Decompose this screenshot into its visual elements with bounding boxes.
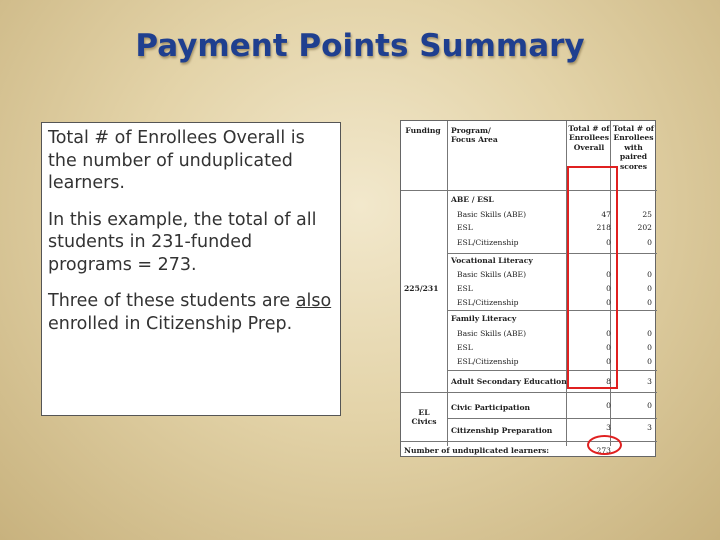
program-cell: Basic Skills (ABE) (457, 270, 527, 279)
overall-cell: 0 (606, 238, 611, 247)
section-heading: ABE / ESL (451, 195, 494, 204)
header-funding: Funding (405, 126, 441, 135)
paired-cell: 0 (647, 238, 652, 247)
overall-cell: 218 (596, 223, 611, 232)
header-total-overall: Total # of Enrollees Overall (568, 124, 610, 152)
paired-cell: 202 (637, 223, 652, 232)
paired-cell: 0 (647, 298, 652, 307)
table-divider (447, 418, 657, 419)
overall-cell: 0 (606, 343, 611, 352)
paired-cell: 0 (647, 284, 652, 293)
table-divider (447, 310, 657, 311)
explanation-textbox (41, 122, 341, 416)
overall-cell: 0 (606, 329, 611, 338)
program-cell: ESL/Citizenship (457, 357, 519, 366)
program-cell: Civic Participation (451, 403, 531, 412)
header-total-paired: Total # of Enrollees with paired scores (612, 124, 655, 171)
paragraph-total-definition: Total # of Enrollees Overall is the number of unduplicated learners. (48, 128, 305, 193)
section-heading: Vocational Literacy (451, 256, 533, 265)
paired-cell: 3 (647, 377, 652, 386)
overall-cell: 8 (606, 377, 611, 386)
overall-cell: 0 (606, 401, 611, 410)
highlight-rectangle (567, 166, 618, 389)
program-cell: Basic Skills (ABE) (457, 329, 527, 338)
paired-cell: 0 (647, 357, 652, 366)
paired-cell: 25 (642, 210, 652, 219)
overall-cell: 47 (601, 210, 611, 219)
section-heading: Family Literacy (451, 314, 517, 323)
program-cell: ESL/Citizenship (457, 298, 519, 307)
underlined-also: also (295, 291, 332, 311)
table-divider (447, 370, 657, 371)
footer-total: 273 (596, 446, 611, 455)
program-cell: ESL/Citizenship (457, 238, 519, 247)
overall-cell: 3 (606, 423, 611, 432)
paired-cell: 3 (647, 423, 652, 432)
highlight-circle (587, 435, 622, 455)
paired-cell: 0 (647, 343, 652, 352)
program-cell: Basic Skills (ABE) (457, 210, 527, 219)
paragraph-citizenship-note: Three of these students are also enrolled in Citizenship Prep. (48, 291, 332, 334)
overall-cell: 0 (606, 298, 611, 307)
overall-cell: 0 (606, 284, 611, 293)
table-divider (447, 253, 657, 254)
paired-cell: 0 (647, 329, 652, 338)
table-divider (401, 392, 657, 393)
table-divider (447, 121, 448, 446)
program-cell: ESL (457, 223, 473, 232)
slide-title: Payment Points Summary (135, 28, 585, 64)
funding-label: 225/231 (404, 284, 439, 293)
funding-label: EL Civics (411, 408, 437, 426)
footer-label: Number of unduplicated learners: (404, 446, 550, 455)
header-program: Program/ Focus Area (451, 126, 498, 145)
program-cell: Citizenship Preparation (451, 426, 553, 435)
program-cell: ESL (457, 343, 473, 352)
overall-cell: 0 (606, 270, 611, 279)
program-cell: Adult Secondary Education (451, 377, 567, 386)
table-divider (401, 190, 657, 191)
paired-cell: 0 (647, 401, 652, 410)
program-cell: ESL (457, 284, 473, 293)
paragraph-example-total: In this example, the total of all students in 231-funded programs = 273. (48, 209, 317, 275)
overall-cell: 0 (606, 357, 611, 366)
paired-cell: 0 (647, 270, 652, 279)
